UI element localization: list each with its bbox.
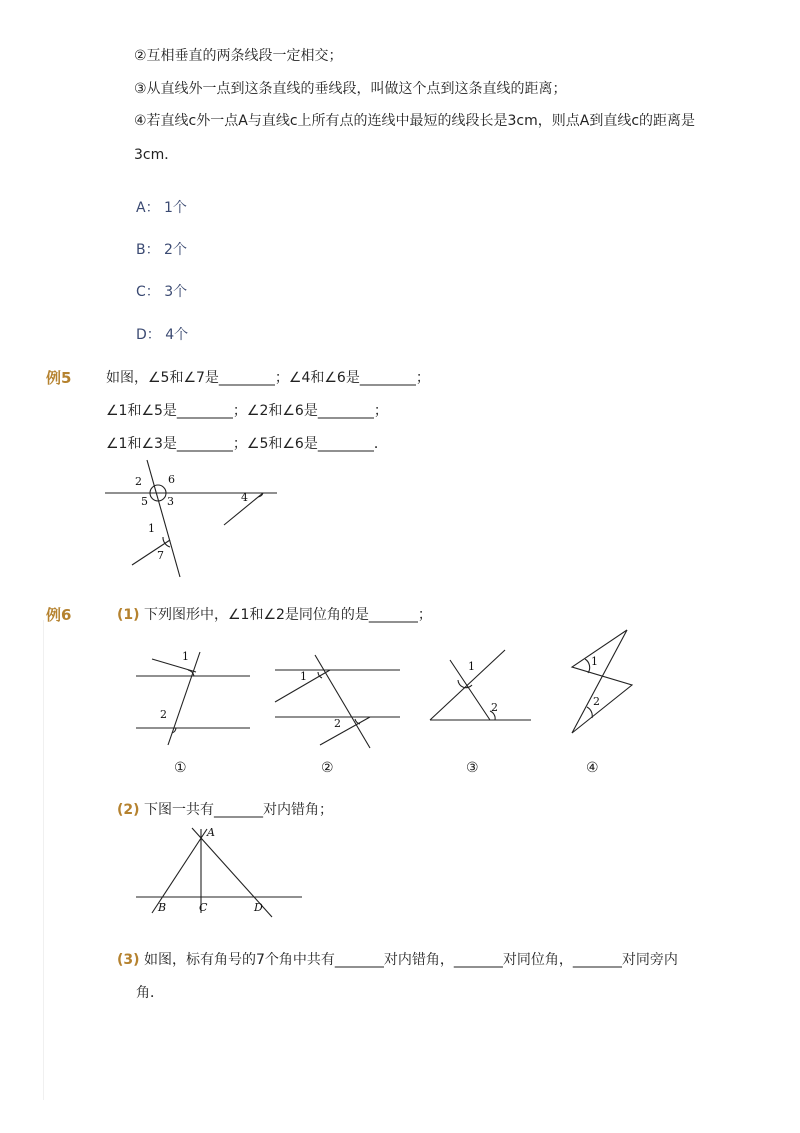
- option-d[interactable]: D： 4个: [136, 327, 189, 343]
- statement-2: ②互相垂直的两条线段一定相交；: [134, 48, 343, 64]
- ex6-part2-number: (2): [117, 802, 140, 818]
- ex6-part2-text: 下图一共有_______对内错角；: [144, 802, 333, 818]
- ex5-figure: [100, 455, 290, 580]
- ex6-part1-text: 下列图形中，∠1和∠2是同位角的是_______；: [144, 607, 432, 623]
- ex6-part3-number: (3): [117, 952, 140, 968]
- ex5-label-6: 6: [168, 473, 175, 486]
- ex6-part3-text2: 角．: [136, 985, 164, 1001]
- ex5-label-1: 1: [148, 522, 155, 535]
- example-5-label: 例5: [46, 369, 72, 387]
- option-c[interactable]: C： 3个: [136, 284, 188, 300]
- ex6-part3: [117, 950, 678, 970]
- ex5-label-5: 5: [141, 495, 148, 508]
- ex6-fig1: [130, 645, 255, 750]
- ex6-caption-1: ①: [174, 760, 187, 776]
- ex6-part1: [117, 605, 432, 625]
- point-d-label: D: [254, 901, 263, 914]
- ex6-fig2-label-1: 1: [300, 670, 307, 683]
- option-a[interactable]: A： 1个: [136, 200, 187, 216]
- ex6-caption-3: ③: [466, 760, 479, 776]
- ex6-fig3: [425, 645, 535, 725]
- statement-4-line2: 3cm．: [134, 147, 179, 163]
- ex5-line2: ∠1和∠5是________；∠2和∠6是________；: [106, 403, 388, 419]
- ex5-line3: ∠1和∠3是________；∠5和∠6是________．: [106, 436, 388, 452]
- ex6-triangle-figure: [130, 825, 310, 920]
- ex5-line1: 如图，∠5和∠7是________；∠4和∠6是________；: [106, 370, 430, 386]
- ex5-lower-line: [132, 540, 170, 565]
- ex6-fig3-label-1: 1: [468, 660, 475, 673]
- ex6-part2: [117, 800, 333, 820]
- ex6-fig1-label-2: 2: [160, 708, 167, 721]
- point-b-label: B: [158, 901, 167, 914]
- ex6-fig1-label-1: 1: [182, 650, 189, 663]
- ex6-fig2-label-2: 2: [334, 717, 341, 730]
- point-c-label: C: [199, 901, 208, 914]
- ex6-part1-number: (1): [117, 607, 140, 623]
- statement-4-line1: ④若直线c外一点A与直线c上所有点的连线中最短的线段长是3cm，则点A到直线c的距离是: [134, 113, 696, 129]
- ex5-label-7: 7: [157, 549, 164, 562]
- option-b[interactable]: B： 2个: [136, 242, 187, 258]
- ex6-caption-4: ④: [586, 760, 599, 776]
- ex6-fig4: [565, 625, 640, 740]
- example-6-label: 例6: [46, 606, 72, 624]
- ex6-fig3-label-2: 2: [491, 701, 498, 714]
- point-a-label: A: [207, 826, 215, 839]
- ex6-part3-text: 如图，标有角号的7个角中共有_______对内错角，_______对同位角，_______对同旁内: [144, 952, 678, 968]
- statement-3: ③从直线外一点到这条直线的垂线段，叫做这个点到这条直线的距离；: [134, 81, 567, 97]
- ex6-fig2: [270, 650, 405, 755]
- ex6-fig4-label-2: 2: [593, 695, 600, 708]
- left-margin-rule: [43, 620, 44, 1100]
- ex5-label-2: 2: [135, 475, 142, 488]
- ex5-label-4: 4: [241, 491, 248, 504]
- ex6-fig4-label-1: 1: [591, 655, 598, 668]
- ex6-caption-2: ②: [321, 760, 334, 776]
- ex5-label-3: 3: [167, 495, 174, 508]
